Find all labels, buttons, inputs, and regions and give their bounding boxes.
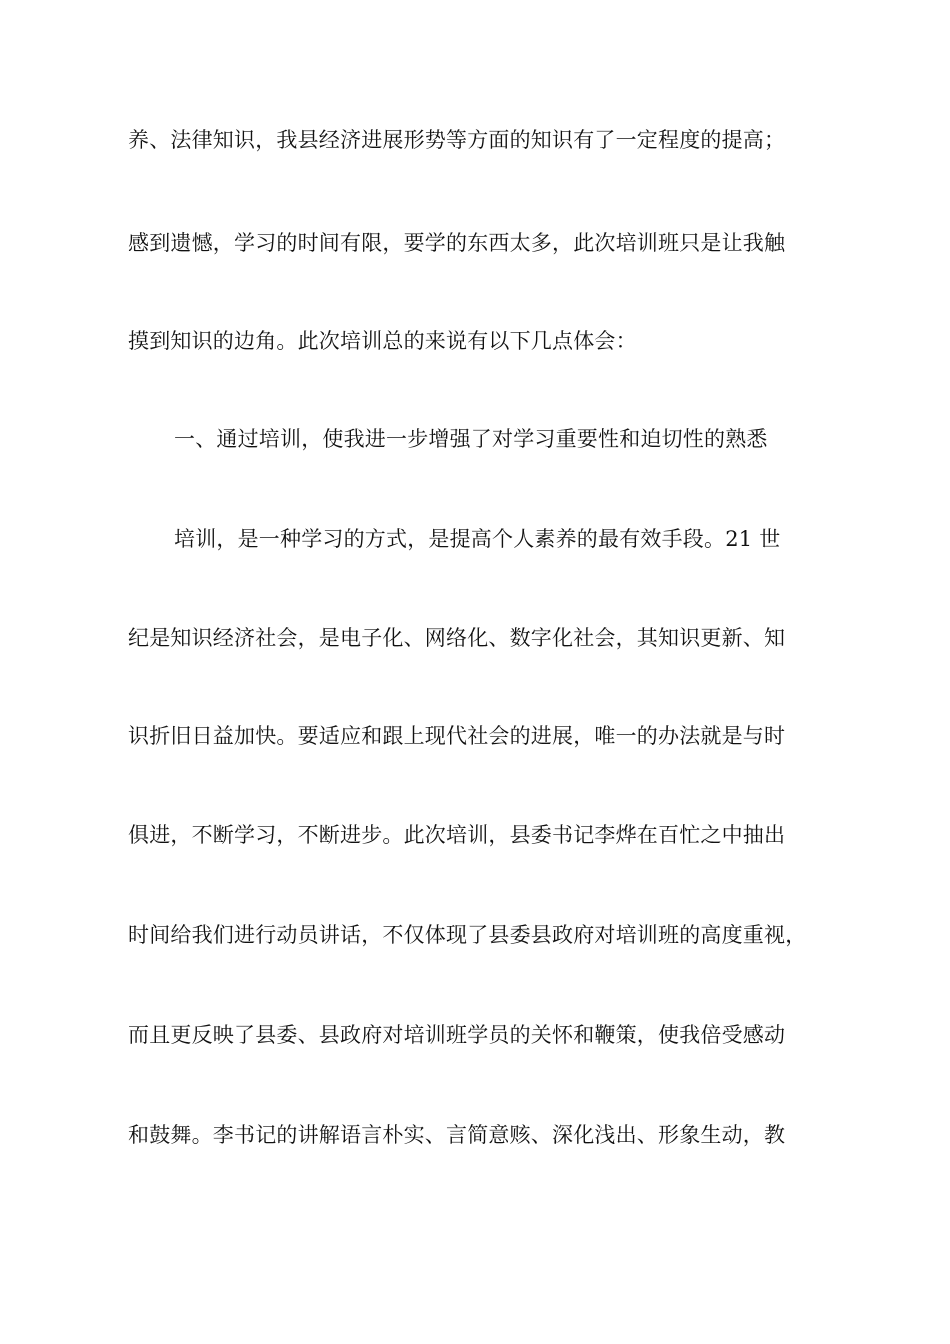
text-line: 感到遗憾，学习的时间有限，要学的东西太多，此次培训班只是让我触 xyxy=(128,231,786,255)
text-line: 时间给我们进行动员讲话，不仅体现了县委县政府对培训班的高度重视， xyxy=(128,923,807,947)
text-line: 识折旧日益加快。要适应和跟上现代社会的进展，唯一的办法就是与时 xyxy=(128,724,786,748)
text-line: 养、法律知识，我县经济进展形势等方面的知识有了一定程度的提高； xyxy=(128,128,786,152)
text-line: 俱进，不断学习，不断进步。此次培训，县委书记李烨在百忙之中抽出 xyxy=(128,823,786,847)
text-line: 和鼓舞。李书记的讲解语言朴实、言简意赅、深化浅出、形象生动，教 xyxy=(128,1123,786,1147)
section-heading: 一、通过培训，使我进一步增强了对学习重要性和迫切性的熟悉 xyxy=(174,427,768,451)
text-line: 而且更反映了县委、县政府对培训班学员的关怀和鞭策，使我倍受感动 xyxy=(128,1023,786,1047)
text-line: 纪是知识经济社会，是电子化、网络化、数字化社会，其知识更新、知 xyxy=(128,626,786,650)
text-line: 培训，是一种学习的方式，是提高个人素养的最有效手段。21 世 xyxy=(174,527,781,551)
text-line: 摸到知识的边角。此次培训总的来说有以下几点体会： xyxy=(128,329,637,353)
